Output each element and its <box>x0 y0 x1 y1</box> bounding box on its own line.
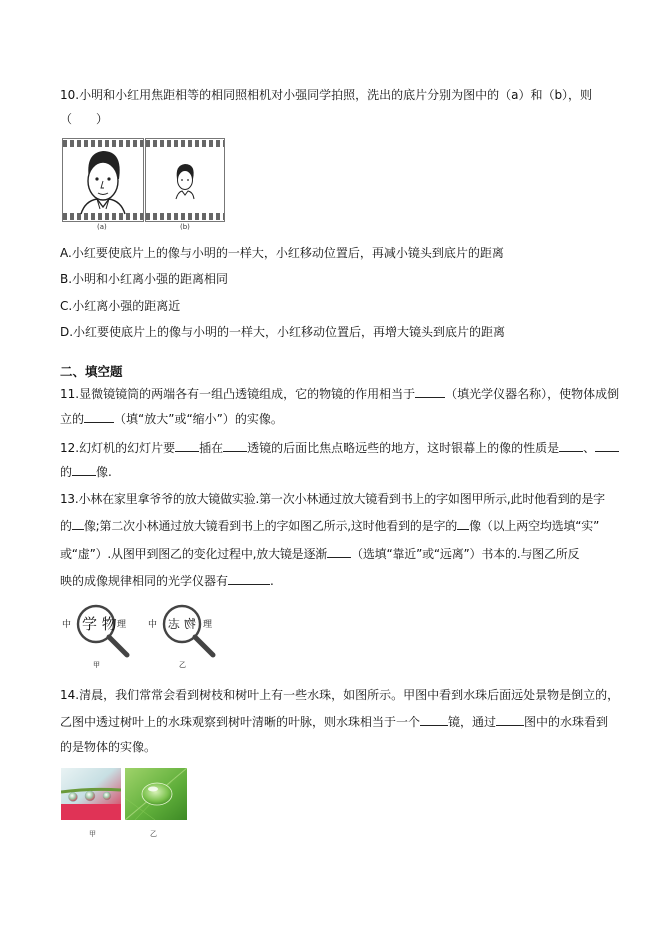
q11-blank-2[interactable] <box>84 411 114 423</box>
section-title: 二、填空题 <box>60 364 123 379</box>
q13-text-4a: 映的成像规律相同的光学仪器有 <box>60 574 229 588</box>
q14-text-2c: 图中的水珠看到 <box>524 715 609 729</box>
photo-yi-caption: 乙 <box>150 830 157 838</box>
magnifier-yi-right-char: 理 <box>203 620 213 630</box>
q14-blank-2[interactable] <box>496 714 524 726</box>
q14-line3: 的是物体的实像。 <box>60 740 157 754</box>
droplet-on-leaf-image <box>125 768 187 820</box>
q14-line1: 14.清晨，我们常常会看到树枝和树叶上有一些水珠，如图所示。甲图中看到水珠后面远处景物是倒立的， <box>60 688 620 702</box>
portrait-small-icon <box>146 139 224 221</box>
q13-text-2a: 的 <box>60 519 72 533</box>
q10-film-figure <box>62 138 224 233</box>
magnifier-jia-right-char: 理 <box>117 620 127 630</box>
q10-stem-line2: （ ） <box>60 112 109 126</box>
q14-blank-1[interactable] <box>420 714 448 726</box>
magnifier-jia-lens-text: 学 物 <box>82 615 117 633</box>
q13-blank-4[interactable] <box>228 573 270 585</box>
q12-blank-3[interactable] <box>559 440 583 452</box>
magnifier-icon <box>60 600 140 670</box>
q12-text-2a: 的 <box>60 465 73 479</box>
q12-text-1a: 12.幻灯机的幻灯片要 <box>60 441 176 455</box>
q13-text-2b: 像;第二次小林通过放大镜看到书上的字如图乙所示,这时他看到的是字的 <box>83 519 458 533</box>
q10-option-b: B.小明和小红离小强的距离相同 <box>60 272 229 286</box>
q13-text-3a: 或“虚”）.从图甲到图乙的变化过程中,放大镜是逐渐 <box>60 547 328 561</box>
q13-blank-2[interactable] <box>457 518 469 530</box>
q13-line4 <box>60 573 274 588</box>
q10-option-d: D.小红要使底片上的像与小明的一样大，小红移动位置后，再增大镜头到底片的距离 <box>60 325 506 339</box>
q12-blank-1[interactable] <box>175 440 199 452</box>
q10-stem-line1: 10.小明和小红用焦距相等的相同照相机对小强同学拍照，洗出的底片分别为图中的（a）和（b），则 <box>60 88 593 102</box>
q13-line2 <box>60 518 599 533</box>
q11-blank-1[interactable] <box>415 386 445 398</box>
q13-blank-3[interactable] <box>327 546 351 558</box>
droplet-photo-jia <box>61 768 121 820</box>
droplets-on-branch-image <box>61 768 121 820</box>
photo-jia-caption: 甲 <box>89 830 96 838</box>
film-a-caption: (a) <box>97 223 107 231</box>
q14-text-2a: 乙图中透过树叶上的水珠观察到树叶清晰的叶脉，则水珠相当于一个 <box>60 715 421 729</box>
q13-text-3b: （选填“靠近”或“远离”）书本的.与图乙所反 <box>351 547 580 561</box>
q11-line1 <box>60 386 619 401</box>
magnifier-icon <box>146 600 226 670</box>
magnifier-jia-caption: 甲 <box>93 661 100 669</box>
q10-option-c: C.小红离小强的距离近 <box>60 299 181 313</box>
magnifier-yi-left-char: 中 <box>148 620 158 630</box>
q12-text-1c: 透镜的后面比焦点略远些的地方，这时银幕上的像的性质是 <box>247 441 560 455</box>
q12-text-2b: 像. <box>96 465 112 479</box>
film-negative-a <box>62 138 144 222</box>
q14-line2 <box>60 714 608 729</box>
film-negative-b <box>145 138 225 222</box>
magnifier-yi-caption: 乙 <box>179 661 186 669</box>
magnifier-figure-jia <box>60 600 140 670</box>
q13-text-4b: . <box>270 574 274 588</box>
q11-text-1a: 11.显微镜镜筒的两端各有一组凸透镜组成，它的物镜的作用相当于 <box>60 387 416 401</box>
q12-blank-4[interactable] <box>595 440 619 452</box>
q13-line3 <box>60 546 579 561</box>
q11-line2 <box>60 411 283 426</box>
magnifier-yi-lens-text: 物 志 <box>168 617 196 631</box>
q12-text-1b: 插在 <box>199 441 224 455</box>
magnifier-jia-left-char: 中 <box>62 620 72 630</box>
q10-option-a: A.小红要使底片上的像与小明的一样大，小红移动位置后，再减小镜头到底片的距离 <box>60 246 504 260</box>
q12-text-1d: 、 <box>583 441 596 455</box>
q12-line1 <box>60 440 619 455</box>
q12-blank-5[interactable] <box>72 464 96 476</box>
q11-text-2b: （填“放大”或“缩小”）的实像。 <box>114 412 283 426</box>
q12-line2 <box>60 464 112 479</box>
q14-text-2b: 镜，通过 <box>448 715 497 729</box>
droplet-photo-yi <box>125 768 187 820</box>
portrait-large-icon <box>63 139 143 221</box>
q13-blank-1[interactable] <box>72 518 84 530</box>
q11-text-2a: 立的 <box>60 412 85 426</box>
film-b-caption: (b) <box>180 223 190 231</box>
q13-line1: 13.小林在家里拿爷爷的放大镜做实验.第一次小林通过放大镜看到书上的字如图甲所示,此时他看到的是字 <box>60 492 605 506</box>
q13-text-2c: 像（以上两空均选填“实” <box>469 519 600 533</box>
magnifier-figure-yi <box>146 600 226 670</box>
q12-blank-2[interactable] <box>223 440 247 452</box>
q11-text-1b: （填光学仪器名称），使物体成倒 <box>445 387 620 401</box>
